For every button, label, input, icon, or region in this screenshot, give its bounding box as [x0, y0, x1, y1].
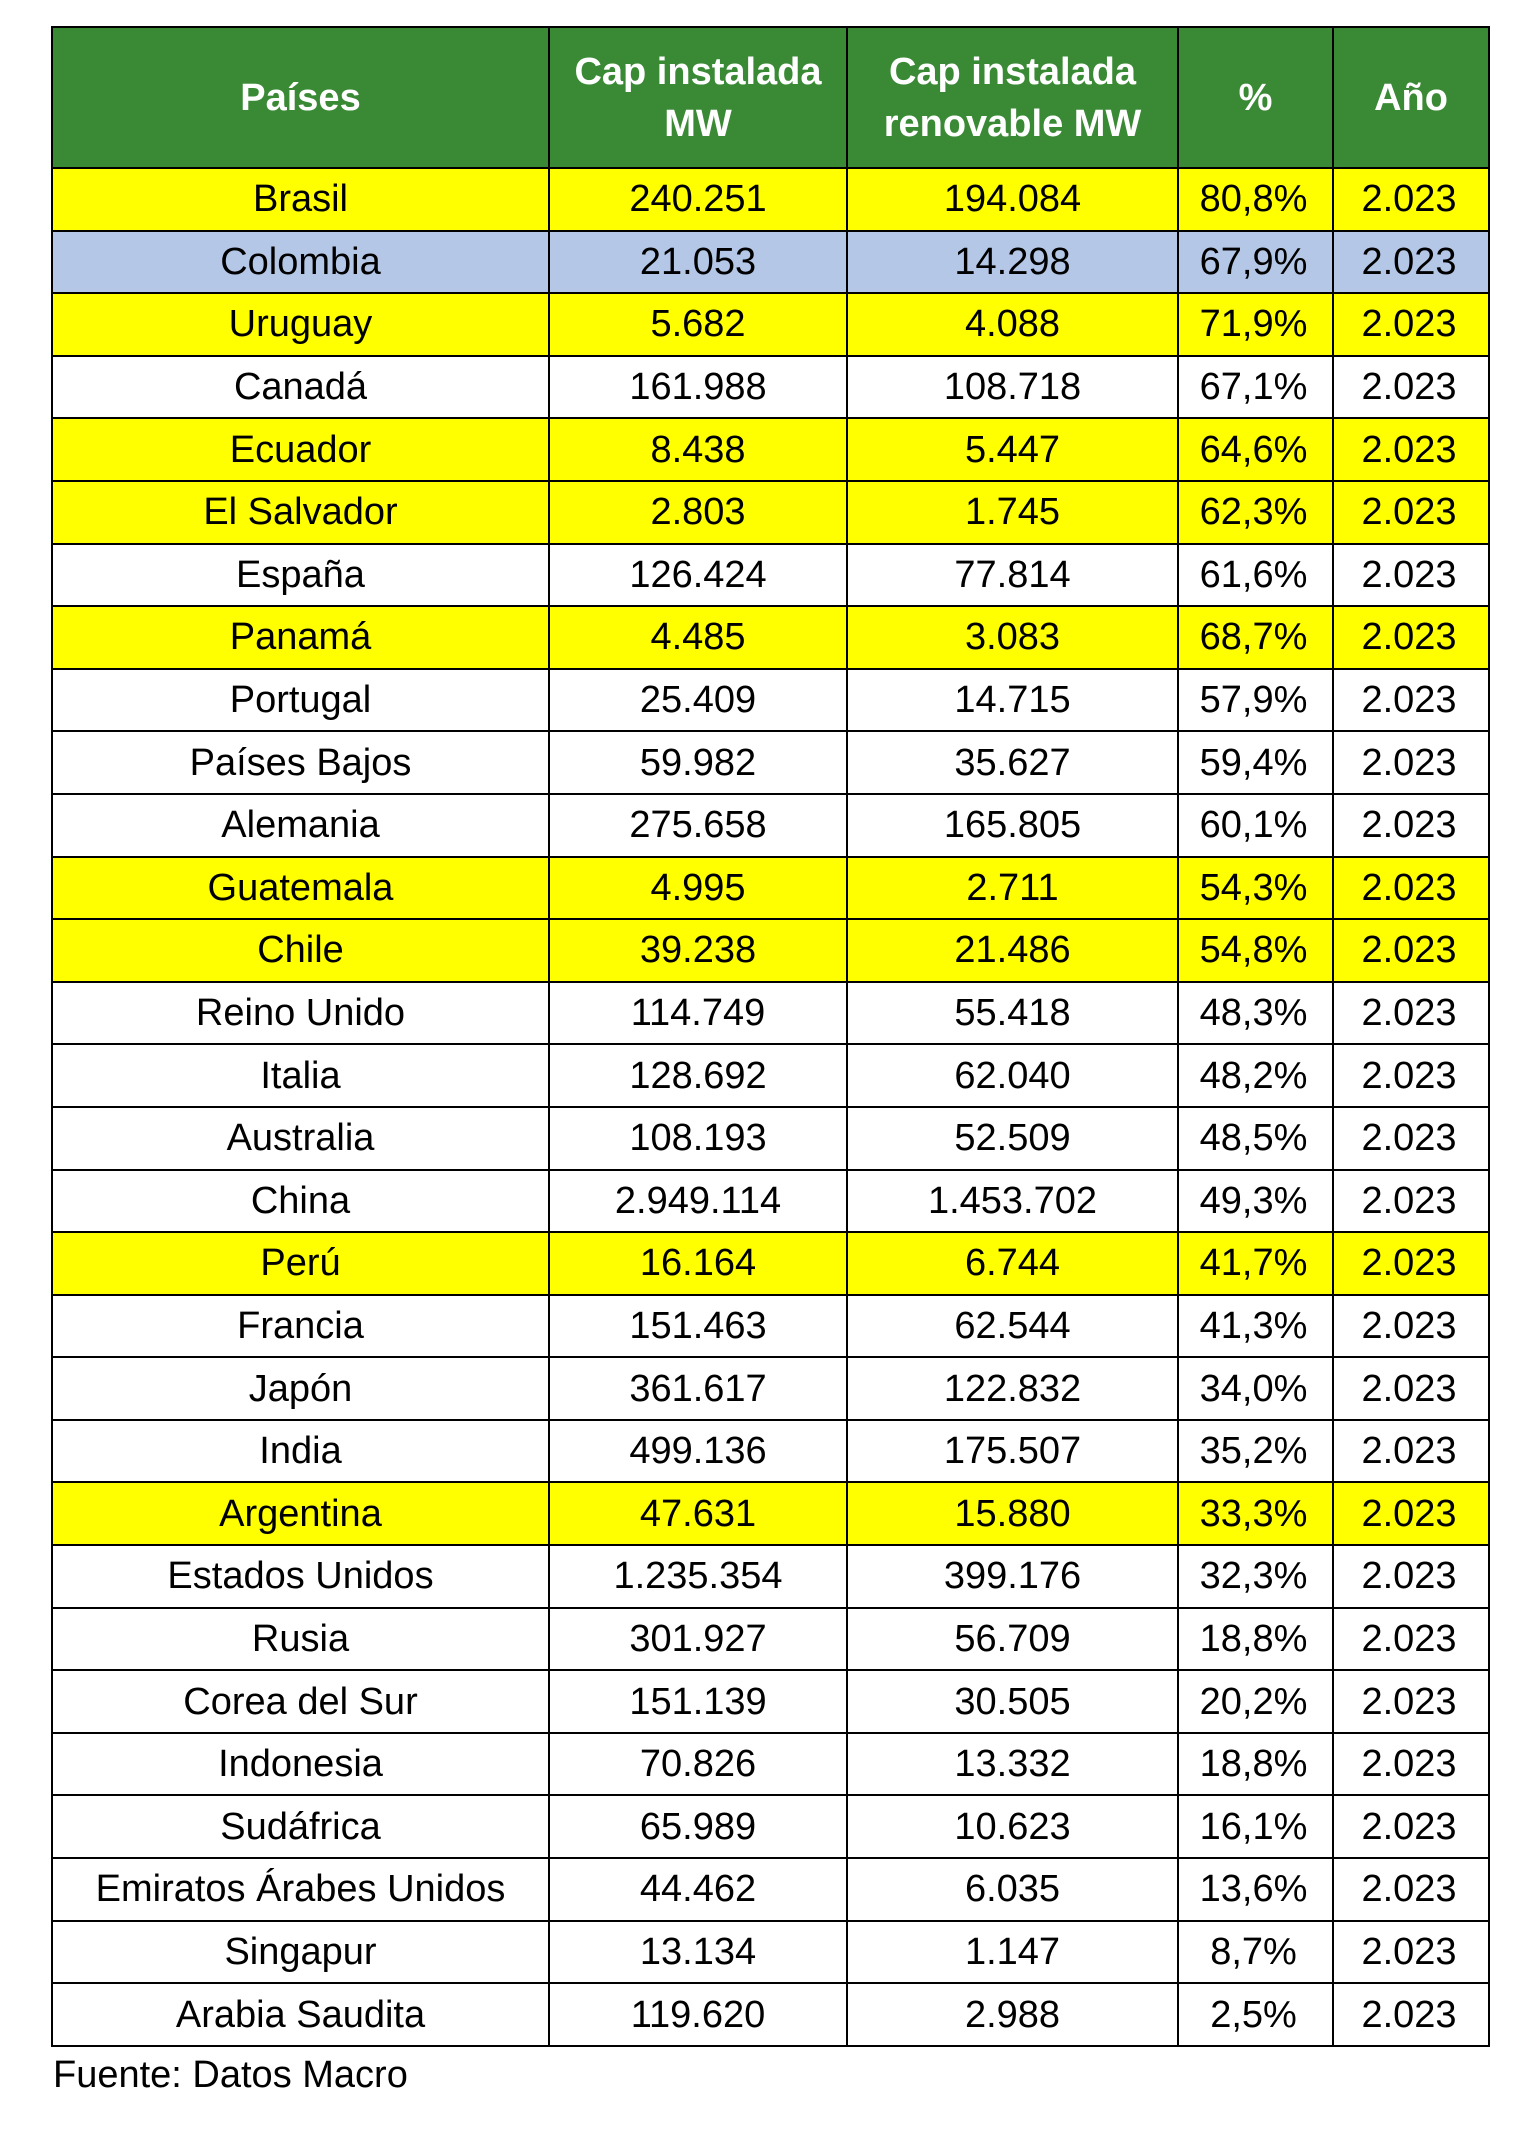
- cell-installed-capacity: 21.053: [549, 231, 847, 294]
- cell-year: 2.023: [1333, 731, 1489, 794]
- table-row: [52, 1670, 1489, 1733]
- cell-percent: 54,8%: [1178, 919, 1333, 982]
- cell-year: 2.023: [1333, 1232, 1489, 1295]
- cell-installed-capacity: 4.485: [549, 606, 847, 669]
- cell-renewable-capacity: 15.880: [847, 1482, 1178, 1545]
- table-row: [52, 606, 1489, 669]
- cell-renewable-capacity: 399.176: [847, 1545, 1178, 1608]
- cell-installed-capacity: 126.424: [549, 544, 847, 607]
- header-renewable-capacity: [847, 27, 1178, 168]
- cell-year: 2.023: [1333, 1670, 1489, 1733]
- cell-renewable-capacity: 5.447: [847, 418, 1178, 481]
- cell-country: India: [52, 1420, 549, 1483]
- cell-percent: 34,0%: [1178, 1357, 1333, 1420]
- cell-percent: 60,1%: [1178, 794, 1333, 857]
- cell-installed-capacity: 13.134: [549, 1921, 847, 1984]
- cell-percent: 64,6%: [1178, 418, 1333, 481]
- cell-year: 2.023: [1333, 168, 1489, 231]
- cell-year: 2.023: [1333, 1357, 1489, 1420]
- cell-percent: 57,9%: [1178, 669, 1333, 732]
- cell-renewable-capacity: 175.507: [847, 1420, 1178, 1483]
- renewable-capacity-table: [51, 26, 1490, 2047]
- cell-percent: 8,7%: [1178, 1921, 1333, 1984]
- cell-percent: 61,6%: [1178, 544, 1333, 607]
- header-year: Año: [1333, 27, 1489, 168]
- cell-renewable-capacity: 62.544: [847, 1295, 1178, 1358]
- header-renewable-line2: renovable MW: [883, 102, 1142, 145]
- cell-country: Emiratos Árabes Unidos: [52, 1858, 549, 1921]
- cell-installed-capacity: 240.251: [549, 168, 847, 231]
- cell-percent: 2,5%: [1178, 1983, 1333, 2046]
- cell-country: Reino Unido: [52, 982, 549, 1045]
- table-row: [52, 544, 1489, 607]
- cell-installed-capacity: 2.949.114: [549, 1170, 847, 1233]
- table-row: [52, 481, 1489, 544]
- cell-year: 2.023: [1333, 293, 1489, 356]
- table-row: [52, 1232, 1489, 1295]
- table-row: [52, 1170, 1489, 1233]
- table-header-row: [52, 27, 1489, 168]
- cell-country: Rusia: [52, 1608, 549, 1671]
- table-row: [52, 669, 1489, 732]
- table-row: [52, 1608, 1489, 1671]
- cell-installed-capacity: 70.826: [549, 1733, 847, 1796]
- cell-country: Chile: [52, 919, 549, 982]
- cell-installed-capacity: 275.658: [549, 794, 847, 857]
- cell-renewable-capacity: 6.035: [847, 1858, 1178, 1921]
- cell-installed-capacity: 114.749: [549, 982, 847, 1045]
- table-row: [52, 293, 1489, 356]
- table-row: [52, 231, 1489, 294]
- table-row: [52, 1795, 1489, 1858]
- cell-country: Alemania: [52, 794, 549, 857]
- cell-installed-capacity: 301.927: [549, 1608, 847, 1671]
- cell-year: 2.023: [1333, 231, 1489, 294]
- cell-country: Sudáfrica: [52, 1795, 549, 1858]
- cell-renewable-capacity: 194.084: [847, 168, 1178, 231]
- cell-percent: 35,2%: [1178, 1420, 1333, 1483]
- cell-percent: 33,3%: [1178, 1482, 1333, 1545]
- cell-year: 2.023: [1333, 1044, 1489, 1107]
- header-installed-line1: Cap instalada: [574, 50, 822, 93]
- cell-country: El Salvador: [52, 481, 549, 544]
- cell-renewable-capacity: 108.718: [847, 356, 1178, 419]
- cell-country: España: [52, 544, 549, 607]
- cell-renewable-capacity: 165.805: [847, 794, 1178, 857]
- cell-percent: 41,7%: [1178, 1232, 1333, 1295]
- cell-renewable-capacity: 10.623: [847, 1795, 1178, 1858]
- header-country: Países: [52, 27, 549, 168]
- header-renewable-line1: Cap instalada: [888, 50, 1137, 93]
- cell-year: 2.023: [1333, 1420, 1489, 1483]
- cell-renewable-capacity: 77.814: [847, 544, 1178, 607]
- cell-renewable-capacity: 1.745: [847, 481, 1178, 544]
- table-row: [52, 168, 1489, 231]
- cell-percent: 32,3%: [1178, 1545, 1333, 1608]
- cell-percent: 49,3%: [1178, 1170, 1333, 1233]
- cell-country: Indonesia: [52, 1733, 549, 1796]
- cell-year: 2.023: [1333, 982, 1489, 1045]
- cell-country: Francia: [52, 1295, 549, 1358]
- cell-percent: 71,9%: [1178, 293, 1333, 356]
- cell-country: Países Bajos: [52, 731, 549, 794]
- cell-percent: 16,1%: [1178, 1795, 1333, 1858]
- cell-installed-capacity: 1.235.354: [549, 1545, 847, 1608]
- cell-country: Canadá: [52, 356, 549, 419]
- cell-country: Colombia: [52, 231, 549, 294]
- header-installed-line2: MW: [664, 102, 732, 145]
- cell-installed-capacity: 8.438: [549, 418, 847, 481]
- cell-percent: 18,8%: [1178, 1733, 1333, 1796]
- table-row: [52, 794, 1489, 857]
- cell-country: Singapur: [52, 1921, 549, 1984]
- cell-year: 2.023: [1333, 1482, 1489, 1545]
- cell-renewable-capacity: 1.147: [847, 1921, 1178, 1984]
- cell-year: 2.023: [1333, 1733, 1489, 1796]
- table-row: [52, 1044, 1489, 1107]
- cell-country: Japón: [52, 1357, 549, 1420]
- cell-installed-capacity: 2.803: [549, 481, 847, 544]
- cell-percent: 13,6%: [1178, 1858, 1333, 1921]
- table-row: [52, 857, 1489, 920]
- cell-year: 2.023: [1333, 1983, 1489, 2046]
- cell-percent: 68,7%: [1178, 606, 1333, 669]
- cell-year: 2.023: [1333, 669, 1489, 732]
- cell-percent: 67,1%: [1178, 356, 1333, 419]
- table-row: [52, 731, 1489, 794]
- cell-year: 2.023: [1333, 857, 1489, 920]
- cell-installed-capacity: 4.995: [549, 857, 847, 920]
- cell-installed-capacity: 65.989: [549, 1795, 847, 1858]
- cell-year: 2.023: [1333, 606, 1489, 669]
- cell-country: Arabia Saudita: [52, 1983, 549, 2046]
- table-body: [52, 168, 1489, 2046]
- cell-installed-capacity: 108.193: [549, 1107, 847, 1170]
- cell-year: 2.023: [1333, 1545, 1489, 1608]
- cell-country: Ecuador: [52, 418, 549, 481]
- cell-installed-capacity: 16.164: [549, 1232, 847, 1295]
- cell-percent: 41,3%: [1178, 1295, 1333, 1358]
- cell-percent: 48,2%: [1178, 1044, 1333, 1107]
- cell-year: 2.023: [1333, 481, 1489, 544]
- cell-percent: 18,8%: [1178, 1608, 1333, 1671]
- source-note: Fuente: Datos Macro: [53, 2054, 408, 2096]
- table-row: [52, 1733, 1489, 1796]
- cell-renewable-capacity: 52.509: [847, 1107, 1178, 1170]
- cell-installed-capacity: 161.988: [549, 356, 847, 419]
- cell-country: Italia: [52, 1044, 549, 1107]
- cell-renewable-capacity: 122.832: [847, 1357, 1178, 1420]
- cell-year: 2.023: [1333, 919, 1489, 982]
- cell-installed-capacity: 151.463: [549, 1295, 847, 1358]
- cell-renewable-capacity: 56.709: [847, 1608, 1178, 1671]
- cell-year: 2.023: [1333, 1107, 1489, 1170]
- table-row: [52, 1295, 1489, 1358]
- table-row: [52, 418, 1489, 481]
- cell-year: 2.023: [1333, 1921, 1489, 1984]
- cell-renewable-capacity: 14.298: [847, 231, 1178, 294]
- cell-installed-capacity: 59.982: [549, 731, 847, 794]
- cell-year: 2.023: [1333, 1295, 1489, 1358]
- table-row: [52, 1545, 1489, 1608]
- cell-year: 2.023: [1333, 1858, 1489, 1921]
- table-row: [52, 1357, 1489, 1420]
- cell-year: 2.023: [1333, 794, 1489, 857]
- cell-renewable-capacity: 55.418: [847, 982, 1178, 1045]
- cell-renewable-capacity: 3.083: [847, 606, 1178, 669]
- table-row: [52, 1420, 1489, 1483]
- cell-country: Brasil: [52, 168, 549, 231]
- cell-renewable-capacity: 21.486: [847, 919, 1178, 982]
- cell-country: Australia: [52, 1107, 549, 1170]
- cell-country: Argentina: [52, 1482, 549, 1545]
- cell-renewable-capacity: 30.505: [847, 1670, 1178, 1733]
- cell-renewable-capacity: 14.715: [847, 669, 1178, 732]
- cell-installed-capacity: 25.409: [549, 669, 847, 732]
- cell-country: Guatemala: [52, 857, 549, 920]
- table-row: [52, 1482, 1489, 1545]
- cell-year: 2.023: [1333, 1170, 1489, 1233]
- cell-installed-capacity: 5.682: [549, 293, 847, 356]
- cell-installed-capacity: 39.238: [549, 919, 847, 982]
- table-row: [52, 1983, 1489, 2046]
- cell-percent: 54,3%: [1178, 857, 1333, 920]
- cell-renewable-capacity: 62.040: [847, 1044, 1178, 1107]
- cell-year: 2.023: [1333, 356, 1489, 419]
- cell-renewable-capacity: 1.453.702: [847, 1170, 1178, 1233]
- cell-percent: 48,5%: [1178, 1107, 1333, 1170]
- header-installed-capacity: [549, 27, 847, 168]
- table-row: [52, 1107, 1489, 1170]
- cell-percent: 67,9%: [1178, 231, 1333, 294]
- table-row: [52, 1858, 1489, 1921]
- table-row: [52, 356, 1489, 419]
- cell-installed-capacity: 361.617: [549, 1357, 847, 1420]
- cell-installed-capacity: 499.136: [549, 1420, 847, 1483]
- cell-country: Panamá: [52, 606, 549, 669]
- cell-country: Portugal: [52, 669, 549, 732]
- cell-installed-capacity: 128.692: [549, 1044, 847, 1107]
- cell-country: Estados Unidos: [52, 1545, 549, 1608]
- capacity-table-container: [51, 26, 1488, 2047]
- cell-renewable-capacity: 6.744: [847, 1232, 1178, 1295]
- table-row: [52, 1921, 1489, 1984]
- cell-percent: 59,4%: [1178, 731, 1333, 794]
- cell-country: Uruguay: [52, 293, 549, 356]
- cell-renewable-capacity: 35.627: [847, 731, 1178, 794]
- cell-installed-capacity: 119.620: [549, 1983, 847, 2046]
- cell-installed-capacity: 44.462: [549, 1858, 847, 1921]
- cell-renewable-capacity: 2.711: [847, 857, 1178, 920]
- cell-percent: 80,8%: [1178, 168, 1333, 231]
- table-row: [52, 982, 1489, 1045]
- cell-percent: 62,3%: [1178, 481, 1333, 544]
- cell-renewable-capacity: 13.332: [847, 1733, 1178, 1796]
- cell-country: Perú: [52, 1232, 549, 1295]
- cell-percent: 48,3%: [1178, 982, 1333, 1045]
- cell-renewable-capacity: 2.988: [847, 1983, 1178, 2046]
- cell-installed-capacity: 151.139: [549, 1670, 847, 1733]
- cell-year: 2.023: [1333, 418, 1489, 481]
- cell-year: 2.023: [1333, 1608, 1489, 1671]
- cell-installed-capacity: 47.631: [549, 1482, 847, 1545]
- table-row: [52, 919, 1489, 982]
- cell-country: Corea del Sur: [52, 1670, 549, 1733]
- cell-year: 2.023: [1333, 544, 1489, 607]
- cell-year: 2.023: [1333, 1795, 1489, 1858]
- cell-renewable-capacity: 4.088: [847, 293, 1178, 356]
- cell-country: China: [52, 1170, 549, 1233]
- header-percent: %: [1178, 27, 1333, 168]
- cell-percent: 20,2%: [1178, 1670, 1333, 1733]
